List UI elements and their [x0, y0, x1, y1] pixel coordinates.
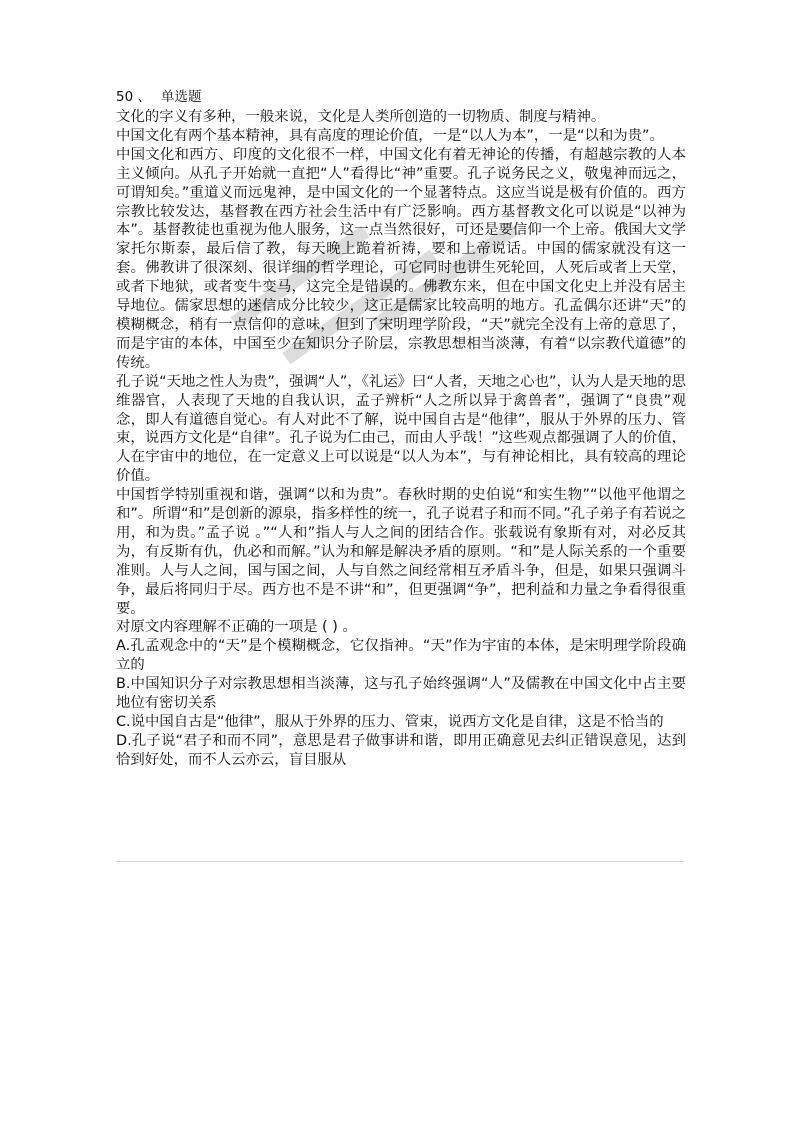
- question-number: 50 、: [116, 89, 151, 105]
- question-header: [116, 86, 686, 108]
- question-document: [116, 86, 686, 770]
- option-b[interactable]: B.中国知识分子对宗教思想相当淡薄，这与孔子始终强调“人”及儒教在中国文化中占主要地位有密切关系: [116, 676, 686, 712]
- passage-paragraph: 中国文化和西方、印度的文化很不一样，中国文化有着无神论的传播，有超越宗教的人本主义倾向。从孔子开始就一直把“人”看得比“神”重要。孔子说务民之义，敬鬼神而远之，可谓知矣。”重道义而远鬼神，是中国文化的一个显著特点。这应当说是极有价值的。西方宗教比较发达，基督教在西方社会生活中有广泛影响。西方基督教文化可以说是“以神为本”。基督教徒也重视为他人服务，这一点当然很好，可还是要信仰一个上帝。俄国大文学家托尔斯泰，最后信了教，每天晚上跪着祈祷，要和上帝说话。中国的儒家就没有这一套。佛教讲了很深刻、很详细的哲学理论，可它同时也讲生死轮回，人死后或者上天堂，或者下地狱，或者变牛变马，这完全是错误的。佛教东来，但在中国文化史上并没有居主导地位。儒家思想的迷信成分比较少，这正是儒家比较高明的地方。孔孟偶尔还讲“天”的模糊概念，稍有一点信仰的意味，但到了宋明理学阶段，“天”就完全没有上帝的意思了，而是宇宙的本体，中国至少在知识分子阶层，宗教思想相当淡薄，有着“以宗教代道德”的传统。: [116, 146, 686, 371]
- option-d[interactable]: D.孔子说“君子和而不同”，意思是君子做事讲和谐，即用正确意见去纠正错误意见，达到恰到好处，而不人云亦云，盲目服从: [116, 732, 686, 768]
- option-c[interactable]: C.说中国自古是“他律”，服从于外界的压力、管束，说西方文化是自律，这是不恰当的: [116, 714, 664, 730]
- divider: [116, 861, 684, 862]
- passage-paragraph: 文化的字义有多种，一般来说，文化是人类所创造的一切物质、制度与精神。: [116, 109, 606, 125]
- passage-paragraph: 中国哲学特别重视和谐，强调“以和为贵”。春秋时期的史伯说“和实生物”“以他平他谓之和”。所谓“和”是创新的源泉，指多样性的统一，孔子说君子和而不同。”孔子弟子有若说之用，和为贵。”孟子说 。”“人和”指人与人之间的团结合作。张载说有象斯有对，对必反其为，有反斯有仇，仇必和而解。”认为和解是解决矛盾的原则。“和”是人际关系的一个重要准则。人与人之间，国与国之间，人与自然之间经常相互矛盾斗争，但是，如果只强调斗争，最后将同归于尽。西方也不是不讲“和”，但更强调“争”，把利益和力量之争看得很重要。: [116, 487, 686, 617]
- passage-paragraph: 中国文化有两个基本精神，具有高度的理论价值，一是“以人为本”，一是“以和为贵”。: [116, 127, 664, 144]
- passage-paragraph: 孔子说“天地之性人为贵”，强调“人”，《礼运》曰“人者，天地之心也”，认为人是天地的思维器官，人表现了天地的自我认识，孟子辨析“人之所以异于禽兽者”，强调了“良贵”观念，即人有道德自觉心。有人对此不了解，说中国自古是“他律”，服从于外界的压力、管束，说西方文化是“自律”。孔子说为仁由己，而由人乎哉！”这些观点都强调了人的价值，人在宇宙中的地位，在一定意义上可以说是“以人为本”，与有神论相比，具有较高的理论价值。: [116, 373, 686, 485]
- question-prompt: 对原文内容理解不正确的一项是 ( ) 。: [116, 619, 357, 636]
- option-a[interactable]: A.孔孟观念中的“天”是个模糊概念，它仅指神。“天”作为宇宙的本体，是宋明理学阶段确立的: [116, 638, 686, 674]
- question-type: 单选题: [160, 89, 202, 105]
